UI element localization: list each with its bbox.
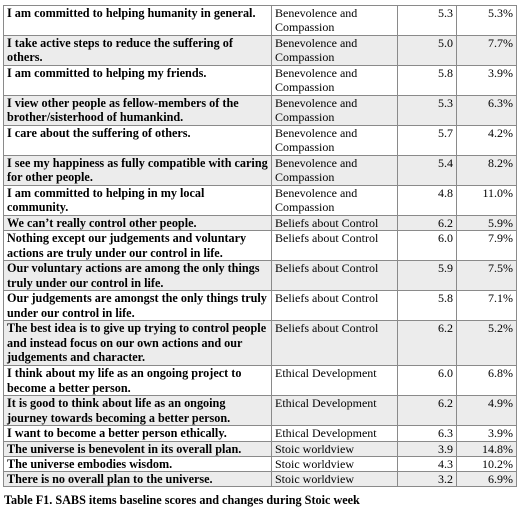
baseline-score: 6.2 xyxy=(398,216,457,231)
domain-cell: Benevolence and Compassion xyxy=(272,156,398,186)
baseline-score: 6.2 xyxy=(398,321,457,366)
change-percent: 11.0% xyxy=(457,186,517,216)
baseline-score: 5.3 xyxy=(398,96,457,126)
domain-cell: Stoic worldview xyxy=(272,472,398,487)
item-text: It is good to think about life as an ongoing journey towards becoming a better person. xyxy=(4,396,272,426)
domain-cell: Benevolence and Compassion xyxy=(272,36,398,66)
table-row xyxy=(4,396,517,426)
domain-cell: Beliefs about Control xyxy=(272,321,398,366)
table-row xyxy=(4,321,517,366)
baseline-score: 6.0 xyxy=(398,231,457,261)
item-text: I am committed to helping humanity in general. xyxy=(4,6,272,36)
domain-cell: Stoic worldview xyxy=(272,441,398,456)
item-text: I view other people as fellow-members of the brother/sisterhood of humankind. xyxy=(4,96,272,126)
baseline-score: 5.9 xyxy=(398,261,457,291)
change-percent: 5.9% xyxy=(457,216,517,231)
item-text: I am committed to helping in my local community. xyxy=(4,186,272,216)
baseline-score: 6.0 xyxy=(398,366,457,396)
item-text: I take active steps to reduce the suffering of others. xyxy=(4,36,272,66)
change-percent: 7.5% xyxy=(457,261,517,291)
item-text: I want to become a better person ethically. xyxy=(4,426,272,441)
domain-cell: Beliefs about Control xyxy=(272,231,398,261)
item-text: Our judgements are amongst the only things truly under our control in life. xyxy=(4,291,272,321)
baseline-score: 4.3 xyxy=(398,456,457,471)
change-percent: 4.9% xyxy=(457,396,517,426)
table-row xyxy=(4,96,517,126)
baseline-score: 6.2 xyxy=(398,396,457,426)
item-text: I see my happiness as fully compatible with caring for other people. xyxy=(4,156,272,186)
item-text: Nothing except our judgements and voluntary actions are truly under our control in life. xyxy=(4,231,272,261)
sabs-items-table xyxy=(3,5,517,487)
baseline-score: 5.4 xyxy=(398,156,457,186)
table-row xyxy=(4,291,517,321)
item-text: I care about the suffering of others. xyxy=(4,126,272,156)
item-text: The universe is benevolent in its overall plan. xyxy=(4,441,272,456)
baseline-score: 3.9 xyxy=(398,441,457,456)
change-percent: 7.7% xyxy=(457,36,517,66)
table-row xyxy=(4,156,517,186)
table-row xyxy=(4,426,517,441)
baseline-score: 5.3 xyxy=(398,6,457,36)
change-percent: 6.8% xyxy=(457,366,517,396)
change-percent: 4.2% xyxy=(457,126,517,156)
domain-cell: Beliefs about Control xyxy=(272,261,398,291)
change-percent: 6.9% xyxy=(457,472,517,487)
table-row xyxy=(4,456,517,471)
table-row xyxy=(4,261,517,291)
change-percent: 3.9% xyxy=(457,426,517,441)
baseline-score: 5.0 xyxy=(398,36,457,66)
table-row xyxy=(4,216,517,231)
table-row xyxy=(4,36,517,66)
baseline-score: 5.8 xyxy=(398,66,457,96)
item-text: There is no overall plan to the universe. xyxy=(4,472,272,487)
change-percent: 5.2% xyxy=(457,321,517,366)
baseline-score: 3.2 xyxy=(398,472,457,487)
item-text: We can’t really control other people. xyxy=(4,216,272,231)
domain-cell: Beliefs about Control xyxy=(272,291,398,321)
table-row xyxy=(4,66,517,96)
baseline-score: 4.8 xyxy=(398,186,457,216)
item-text: I am committed to helping my friends. xyxy=(4,66,272,96)
domain-cell: Benevolence and Compassion xyxy=(272,126,398,156)
table-row xyxy=(4,231,517,261)
baseline-score: 6.3 xyxy=(398,426,457,441)
table-row xyxy=(4,186,517,216)
item-text: I think about my life as an ongoing project to become a better person. xyxy=(4,366,272,396)
table-row xyxy=(4,366,517,396)
change-percent: 7.1% xyxy=(457,291,517,321)
domain-cell: Beliefs about Control xyxy=(272,216,398,231)
change-percent: 3.9% xyxy=(457,66,517,96)
change-percent: 7.9% xyxy=(457,231,517,261)
item-text: Our voluntary actions are among the only things truly under our control in life. xyxy=(4,261,272,291)
domain-cell: Benevolence and Compassion xyxy=(272,186,398,216)
domain-cell: Ethical Development xyxy=(272,396,398,426)
table-row xyxy=(4,472,517,487)
table-caption: Table F1. SABS items baseline scores and changes during Stoic week xyxy=(4,493,360,507)
domain-cell: Benevolence and Compassion xyxy=(272,6,398,36)
table-row xyxy=(4,126,517,156)
change-percent: 6.3% xyxy=(457,96,517,126)
change-percent: 5.3% xyxy=(457,6,517,36)
change-percent: 10.2% xyxy=(457,456,517,471)
baseline-score: 5.7 xyxy=(398,126,457,156)
domain-cell: Benevolence and Compassion xyxy=(272,96,398,126)
table-row xyxy=(4,6,517,36)
domain-cell: Stoic worldview xyxy=(272,456,398,471)
baseline-score: 5.8 xyxy=(398,291,457,321)
table-row xyxy=(4,441,517,456)
item-text: The universe embodies wisdom. xyxy=(4,456,272,471)
change-percent: 8.2% xyxy=(457,156,517,186)
change-percent: 14.8% xyxy=(457,441,517,456)
domain-cell: Benevolence and Compassion xyxy=(272,66,398,96)
domain-cell: Ethical Development xyxy=(272,426,398,441)
item-text: The best idea is to give up trying to control people and instead focus on our own actions and our judgements and character. xyxy=(4,321,272,366)
domain-cell: Ethical Development xyxy=(272,366,398,396)
